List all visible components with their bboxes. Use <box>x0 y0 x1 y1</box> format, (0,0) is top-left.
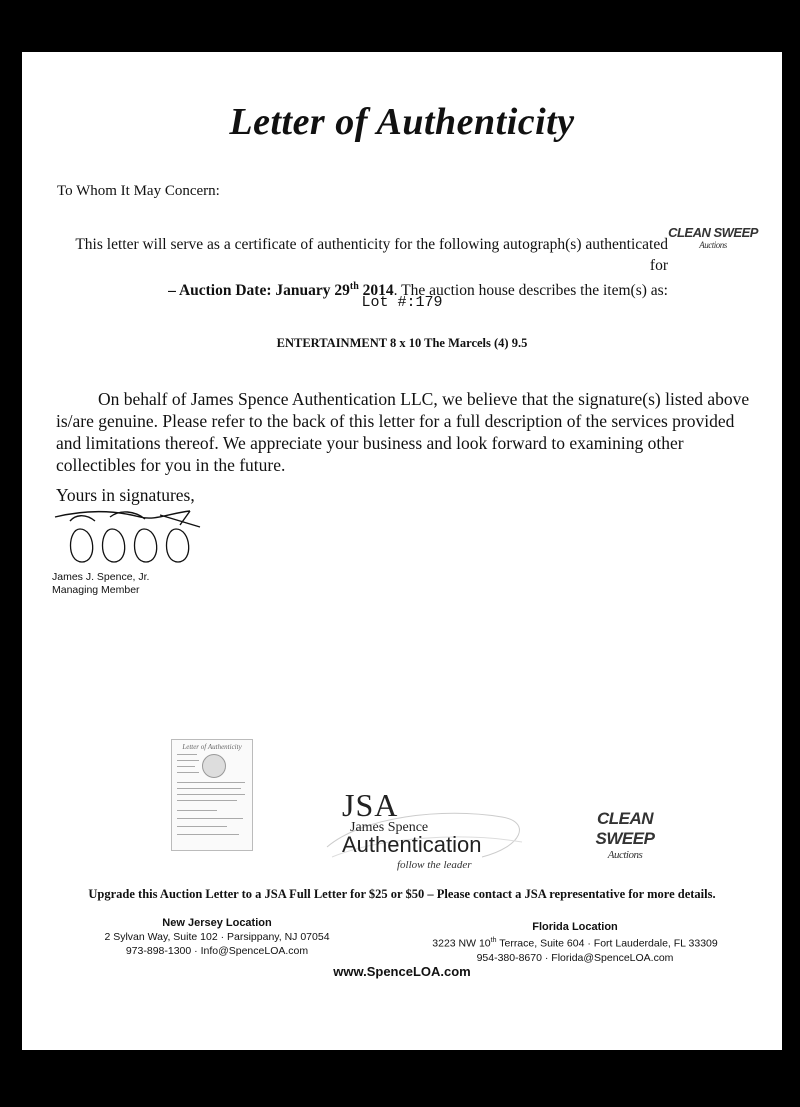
signer-block <box>52 571 149 597</box>
sample-letter-thumbnail <box>171 739 253 851</box>
nj-contact: 973-898-1300 · Info@SpenceLOA.com <box>125 945 309 957</box>
greeting: To Whom It May Concern: <box>57 183 220 199</box>
intro-paragraph <box>68 234 668 301</box>
fl-contact: 954-380-8670 · Florida@SpenceLOA.com <box>476 951 674 964</box>
fl-email[interactable]: Florida@SpenceLOA.com <box>551 951 674 964</box>
lot-number: Lot #:179 <box>361 294 443 311</box>
letter-page <box>22 52 782 1050</box>
upgrade-notice: Upgrade this Auction Letter to a JSA Full Letter for $25 or $50 – Please contact a JSA representative for more details. <box>88 887 716 901</box>
nj-location <box>102 916 332 958</box>
item-description: ENTERTAINMENT 8 x 10 The Marcels (4) 9.5 <box>276 336 528 350</box>
intro-line-2: – Auction Date: January 29th 2014. The auction house describes the item(s) as: <box>168 281 668 300</box>
auction-date: – Auction Date: January 29th 2014 <box>168 281 394 300</box>
nj-phone: 973-898-1300 <box>125 945 192 957</box>
nj-email[interactable]: Info@SpenceLOA.com <box>200 945 309 957</box>
intro-line-1: This letter will serve as a certificate of authenticity for the following autograph(s) authenticated for <box>75 236 668 274</box>
baseball-icon <box>202 754 226 778</box>
jsa-logo <box>322 787 562 877</box>
thumbnail-title: Letter of Authenticity <box>182 743 242 751</box>
fl-address: 3223 NW 10th Terrace, Suite 604 · Fort Lauderdale, FL 33309 <box>432 937 718 950</box>
clean-sweep-logo-small: CLEAN SWEEP Auctions <box>668 225 758 250</box>
body-paragraph: On behalf of James Spence Authentication LLC, we believe that the signature(s) listed above is/are genuine. Please refer to the back of this letter for a full description of the services provided and limitations thereof. We appreciate your business and look forward to examining other collectibles for you in the future. <box>56 389 750 475</box>
letter-title: Letter of Authenticity <box>229 101 575 143</box>
fl-phone: 954-380-8670 <box>476 951 542 964</box>
jsa-tagline: follow the leader <box>397 859 472 871</box>
website-link[interactable]: www.SpenceLOA.com <box>333 964 471 979</box>
signer-title: Managing Member <box>52 584 140 596</box>
nj-location-name: New Jersey Location <box>162 917 272 929</box>
nj-address: 2 Sylvan Way, Suite 102 · Parsippany, NJ 07054 <box>104 931 330 943</box>
signer-name: James J. Spence, Jr. <box>52 571 150 583</box>
clean-sweep-logo-large: CLEAN SWEEP Auctions <box>595 809 655 861</box>
jsa-authentication: Authentication <box>342 832 482 857</box>
fl-location <box>430 920 720 965</box>
fl-location-name: Florida Location <box>532 921 618 933</box>
jsa-name: James Spence <box>350 820 429 835</box>
closing: Yours in signatures, <box>56 485 195 505</box>
signature-image <box>50 507 210 569</box>
jsa-letters: JSA <box>342 787 399 823</box>
